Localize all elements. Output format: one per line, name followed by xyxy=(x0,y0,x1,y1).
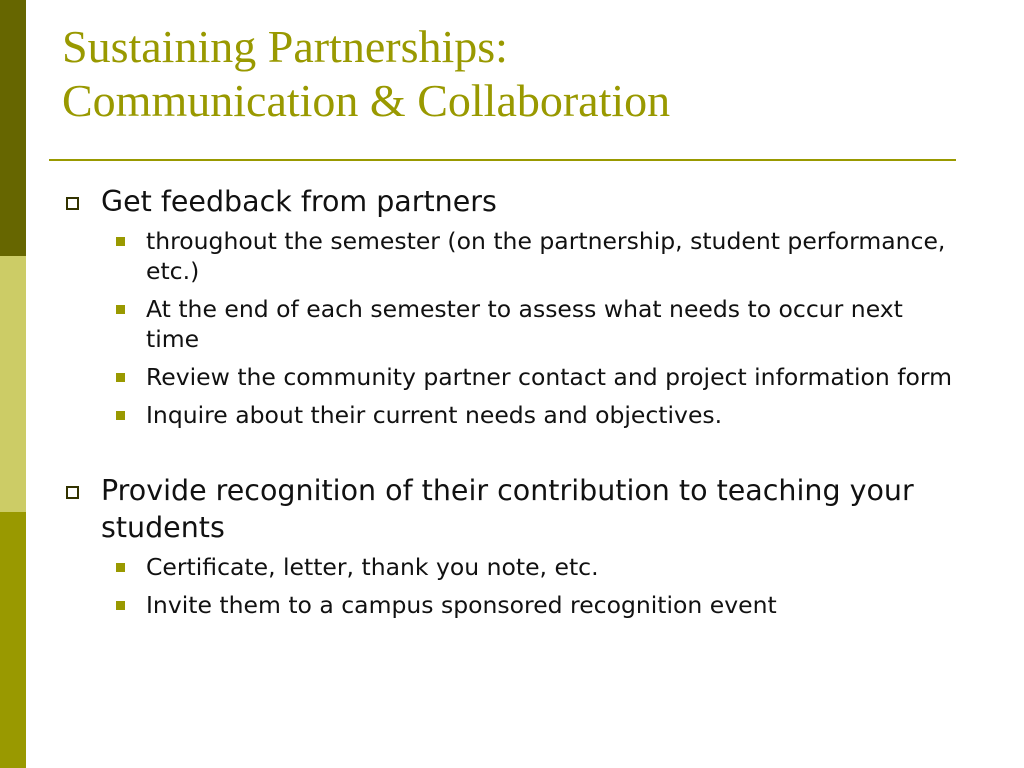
bullet-spacer xyxy=(62,438,962,472)
side-bar-middle xyxy=(0,256,26,512)
sub-bullet-text: throughout the semester (on the partnership, student performance, etc.) xyxy=(146,227,946,285)
sub-bullet-item xyxy=(62,362,962,392)
filled-square-bullet-icon xyxy=(116,305,125,314)
sub-bullet-item xyxy=(62,552,962,582)
bullet-recognition xyxy=(62,472,962,546)
filled-square-bullet-icon xyxy=(116,411,125,420)
sub-bullet-text: Certificate, letter, thank you note, etc. xyxy=(146,553,599,581)
slide-body xyxy=(62,183,962,628)
recognition-sublist xyxy=(62,552,962,620)
bullet-text: Get feedback from partners xyxy=(101,185,497,218)
sub-bullet-text: Inquire about their current needs and objectives. xyxy=(146,401,723,429)
hollow-square-bullet-icon xyxy=(66,486,79,499)
side-bar-bottom xyxy=(0,512,26,768)
bullet-text: Provide recognition of their contribution to teaching your students xyxy=(101,474,914,544)
filled-square-bullet-icon xyxy=(116,601,125,610)
sub-bullet-text: Review the community partner contact and project information form xyxy=(146,363,953,391)
sub-bullet-item xyxy=(62,226,962,286)
hollow-square-bullet-icon xyxy=(66,197,79,210)
slide-title-line-2: Communication & Collaboration xyxy=(62,75,671,126)
slide-title-line-1: Sustaining Partnerships: xyxy=(62,21,508,72)
filled-square-bullet-icon xyxy=(116,373,125,382)
sub-bullet-item xyxy=(62,294,962,354)
sub-bullet-item xyxy=(62,590,962,620)
title-divider xyxy=(49,159,956,161)
filled-square-bullet-icon xyxy=(116,563,125,572)
slide-title xyxy=(62,20,962,128)
sub-bullet-text: Invite them to a campus sponsored recognition event xyxy=(146,591,777,619)
bullet-feedback xyxy=(62,183,962,220)
filled-square-bullet-icon xyxy=(116,237,125,246)
feedback-sublist xyxy=(62,226,962,430)
sub-bullet-text: At the end of each semester to assess what needs to occur next time xyxy=(146,295,903,353)
sub-bullet-item xyxy=(62,400,962,430)
side-bar-top xyxy=(0,0,26,256)
